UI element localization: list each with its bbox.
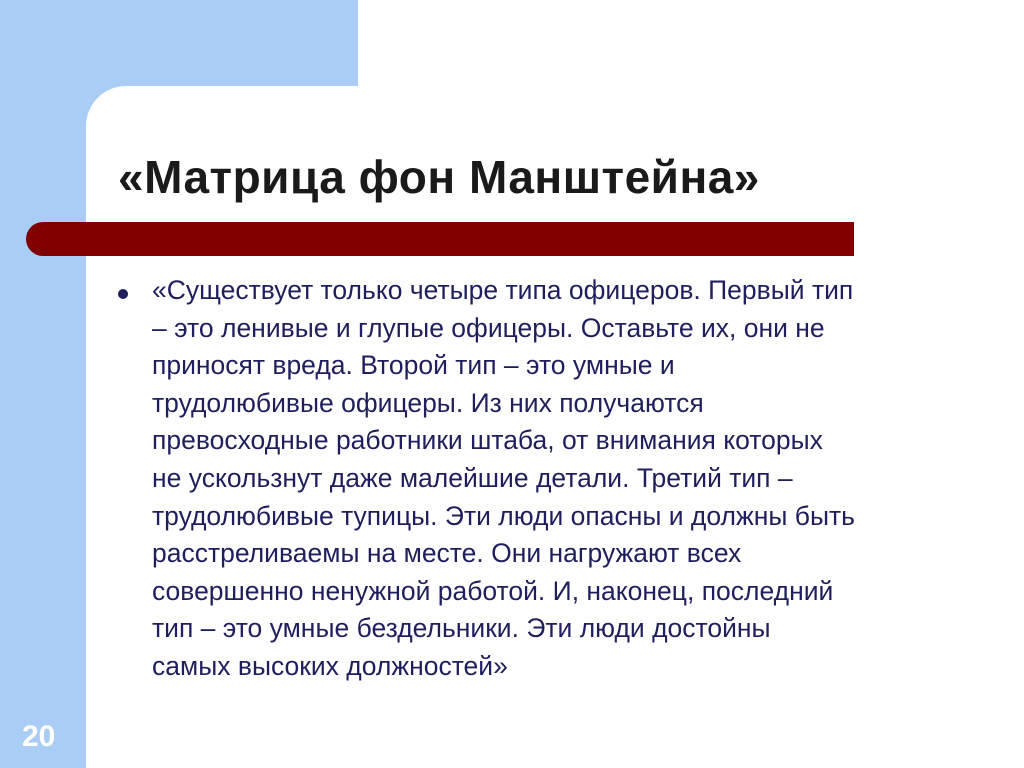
quote-line: не ускользнут даже малейшие детали. Третий тип – (152, 462, 793, 493)
quote-text (152, 272, 1002, 686)
quote-line: – это ленивые и глупые офицеры. Оставьте их, они не (152, 312, 825, 343)
quote-line: трудолюбивые тупицы. Эти люди опасны и должны быть (152, 500, 855, 531)
quote-line: расстреливаемы на месте. Они нагружают всех (152, 538, 742, 569)
quote-line: превосходные работники штаба, от внимания которых (152, 425, 823, 456)
slide-number: 20 (22, 720, 56, 753)
quote-line: самых высоких должностей» (152, 650, 508, 681)
quote-line: совершенно ненужной работой. И, наконец, последний (152, 575, 834, 606)
quote-line: «Существует только четыре типа офицеров. Первый тип (152, 275, 854, 305)
slide-title: «Матрица фон Манштейна» (118, 151, 760, 203)
quote-line: тип – это умные бездельники. Эти люди достойны (152, 613, 771, 644)
bullet-dot-icon (118, 289, 128, 299)
title-underline-bar (26, 222, 854, 256)
quote-line: приносят вреда. Второй тип – это умные и (152, 350, 675, 381)
quote-line: трудолюбивые офицеры. Из них получаются (152, 387, 704, 418)
